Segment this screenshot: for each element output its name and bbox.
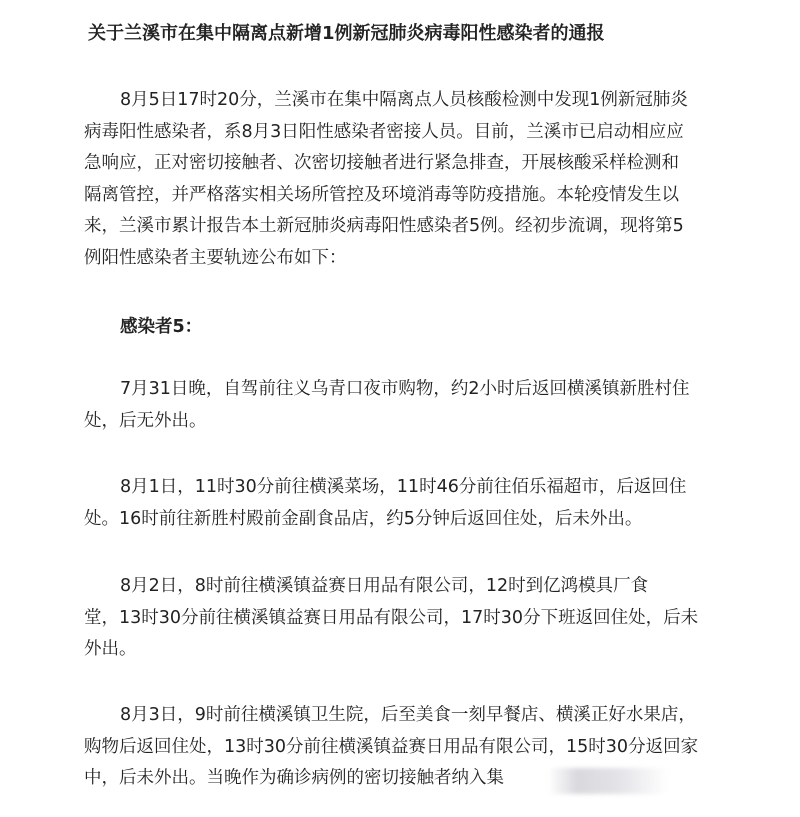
intro-paragraph <box>84 85 764 274</box>
track-paragraph-2 <box>84 472 764 535</box>
case-subheading: 感染者5： <box>120 317 203 337</box>
intro-line: 病毒阳性感染者，系8月3日阳性感染者密接人员。目前，兰溪市已启动相应应 <box>84 121 684 142</box>
intro-line: 急响应，正对密切接触者、次密切接触者进行紧急排查，开展核酸采样检测和 <box>84 153 679 173</box>
intro-line: 隔离管控，并严格落实相关场所管控及环境消毒等防疫措施。本轮疫情发生以 <box>84 184 679 205</box>
track-paragraph-1 <box>84 374 764 437</box>
track-line: 8月3日，9时前往横溪镇卫生院，后至美食一刻早餐店、横溪正好水果店， <box>120 705 696 725</box>
track-line: 7月31日晚，自驾前往义乌青口夜市购物，约2小时后返回横溪镇新胜村住 <box>120 379 690 399</box>
track-line: 中，后未外出。当晚作为确诊病例的密切接触者纳入集 <box>84 768 504 788</box>
track-line: 8月1日，11时30分前往横溪菜场，11时46分前往佰乐福超市，后返回住 <box>120 477 687 497</box>
blurred-watermark <box>548 768 668 794</box>
track-line: 堂，13时30分前往横溪镇益赛日用品有限公司，17时30分下班返回住处，后未 <box>84 607 699 628</box>
document-title: 关于兰溪市在集中隔离点新增1例新冠肺炎病毒阳性感染者的通报 <box>88 23 605 44</box>
track-line: 8月2日，8时前往横溪镇益赛日用品有限公司，12时到亿鸿模具厂食 <box>120 576 649 596</box>
track-line: 处，后无外出。 <box>84 410 207 431</box>
intro-line: 来，兰溪市累计报告本土新冠肺炎病毒阳性感染者5例。经初步流调，现将第5 <box>84 216 684 236</box>
track-line: 外出。 <box>84 639 137 659</box>
track-line: 购物后返回住处，13时30分前往横溪镇益赛日用品有限公司，15时30分返回家 <box>84 736 699 757</box>
track-paragraph-3 <box>84 571 764 666</box>
intro-line: 例阳性感染者主要轨迹公布如下： <box>84 247 347 268</box>
track-line: 处。16时前往新胜村殿前金副食品店，约5分钟后返回住处，后未外出。 <box>84 508 643 529</box>
intro-line: 8月5日17时20分，兰溪市在集中隔离点人员核酸检测中发现1例新冠肺炎 <box>120 90 688 110</box>
